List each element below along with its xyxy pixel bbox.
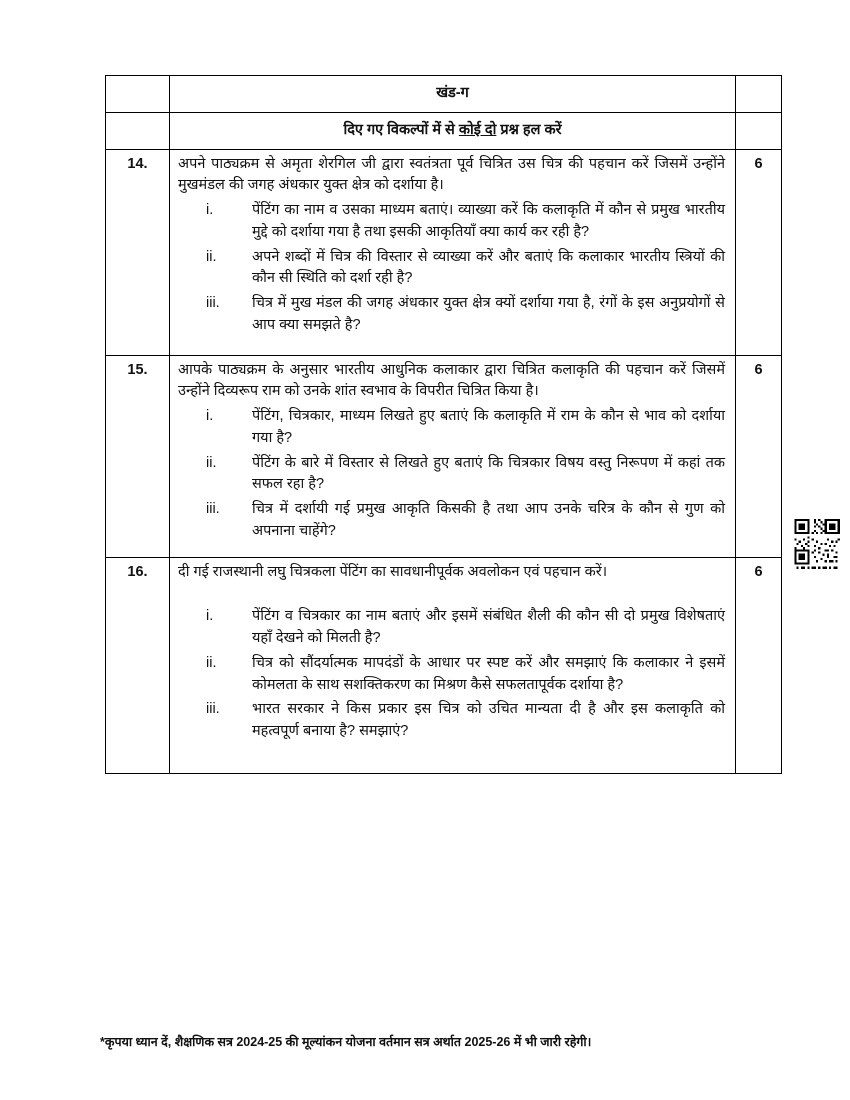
instruction-row [106, 112, 782, 149]
question-cell [170, 355, 736, 557]
sub-question-text: पेंटिंग के बारे में विस्तार से लिखते हुए बताएं कि चित्रकार विषय वस्तु निरूपण में कहां तक सफल रहा है? [252, 454, 725, 493]
sub-question [178, 200, 725, 244]
sub-question [178, 247, 725, 291]
empty-cell [736, 112, 782, 149]
instruction-prefix: दिए गए विकल्पों में से [343, 121, 459, 138]
sub-question-text: चित्र को सौंदर्यात्मक मापदंडों के आधार पर स्पष्ट करें और समझाएं कि कलाकार ने इसमें कोमलता के साथ सशक्तिकरण का मिश्रण कैसे सफलतापूर्वक दर्शाया है? [252, 654, 725, 693]
sub-question-text: पेंटिंग व चित्रकार का नाम बताएं और इसमें संबंधित शैली की कौन सी दो प्रमुख विशेषताएं यहाँ देखने को मिलती है? [252, 608, 725, 646]
question-marks: 6 [736, 557, 782, 773]
sub-question-text: भारत सरकार ने किस प्रकार इस चित्र को उचित मान्यता दी है और इस कलाकृति को महत्वपूर्ण बनाया है? समझाएं? [252, 701, 725, 739]
question-cell [170, 557, 736, 773]
empty-cell [106, 76, 170, 113]
sub-question [178, 499, 725, 543]
sub-question-text: अपने शब्दों में चित्र की विस्तार से व्याख्या करें और बताएं कि कलाकार भारतीय स्त्रियों की कौन सी स्थिति को दर्शा रही है? [252, 248, 725, 287]
sub-question-label: ii. [206, 654, 217, 671]
qr-code-icon [794, 519, 840, 571]
question-row [106, 149, 782, 355]
sub-question-text: चित्र में मुख मंडल की जगह अंधकार युक्त क्षेत्र क्यों दर्शाया गया है, रंगों के इस अनुप्रयोगों से आप क्या समझते है? [252, 295, 725, 333]
question-marks: 6 [736, 149, 782, 355]
section-header-row [106, 76, 782, 113]
sub-question-label: i. [206, 408, 214, 424]
sub-question-label: iii. [206, 501, 220, 517]
sub-question-label: iii. [206, 295, 220, 311]
sub-question [178, 699, 725, 743]
sub-question [178, 606, 725, 650]
question-intro: दी गई राजस्थानी लघु चित्रकला पेंटिंग का सावधानीपूर्वक अवलोकन एवं पहचान करें। [178, 563, 608, 580]
sub-question [178, 293, 725, 337]
footer-note: *कृपया ध्यान दें, शैक्षणिक सत्र 2024-25 की मूल्यांकन योजना वर्तमान सत्र अर्थात 2025-26 में भी जारी रहेगी। [100, 1035, 592, 1049]
sub-question-text: पेंटिंग, चित्रकार, माध्यम लिखते हुए बताएं कि कलाकृति में राम के कौन से भाव को दर्शाया गया है? [252, 408, 725, 446]
question-intro: आपके पाठ्यक्रम के अनुसार भारतीय आधुनिक कलाकार द्वारा चित्रित कलाकृति की पहचान करें जिसमें उन्होंने दिव्यरूप राम को उनके शांत स्वभाव के विपरीत चित्रित किया है। [178, 361, 725, 400]
sub-question-label: iii. [206, 701, 220, 718]
question-table [105, 75, 782, 774]
empty-cell [736, 76, 782, 113]
sub-question-label: i. [206, 608, 214, 625]
question-row [106, 355, 782, 557]
sub-question-label: ii. [206, 454, 217, 471]
question-marks: 6 [736, 355, 782, 557]
question-cell [170, 149, 736, 355]
question-intro: अपने पाठ्यक्रम से अमृता शेरगिल जी द्वारा स्वतंत्रता पूर्व चित्रित उस चित्र की पहचान करें जिसमें उन्होंने मुखमंडल की जगह अंधकार युक्त क्षेत्र को दर्शाया है। [178, 155, 725, 194]
instruction-text [170, 112, 736, 149]
sub-question-label: ii. [206, 248, 217, 265]
empty-cell [106, 112, 170, 149]
question-number: 16. [106, 557, 170, 773]
instruction-suffix: प्रश्न हल करें [496, 121, 562, 138]
sub-question [178, 406, 725, 450]
question-number: 15. [106, 355, 170, 557]
spacer [178, 583, 725, 603]
sub-question [178, 653, 725, 697]
sub-question-label: i. [206, 202, 214, 218]
sub-question [178, 453, 725, 497]
sub-question-text: चित्र में दर्शायी गई प्रमुख आकृति किसकी है तथा आप उनके चरित्र के कौन से गुण को अपनाना चाहेंगे? [252, 501, 725, 539]
question-row [106, 557, 782, 773]
instruction-emphasis: कोई दो [458, 121, 497, 138]
section-title: खंड-ग [170, 76, 736, 113]
question-number: 14. [106, 149, 170, 355]
sub-question-text: पेंटिंग का नाम व उसका माध्यम बताएं। व्याख्या करें कि कलाकृति में कौन से प्रमुख भारतीय मुद्दे को दर्शाया गया है तथा इसकी आकृतियाँ क्या कार्य कर रही है? [252, 202, 725, 240]
